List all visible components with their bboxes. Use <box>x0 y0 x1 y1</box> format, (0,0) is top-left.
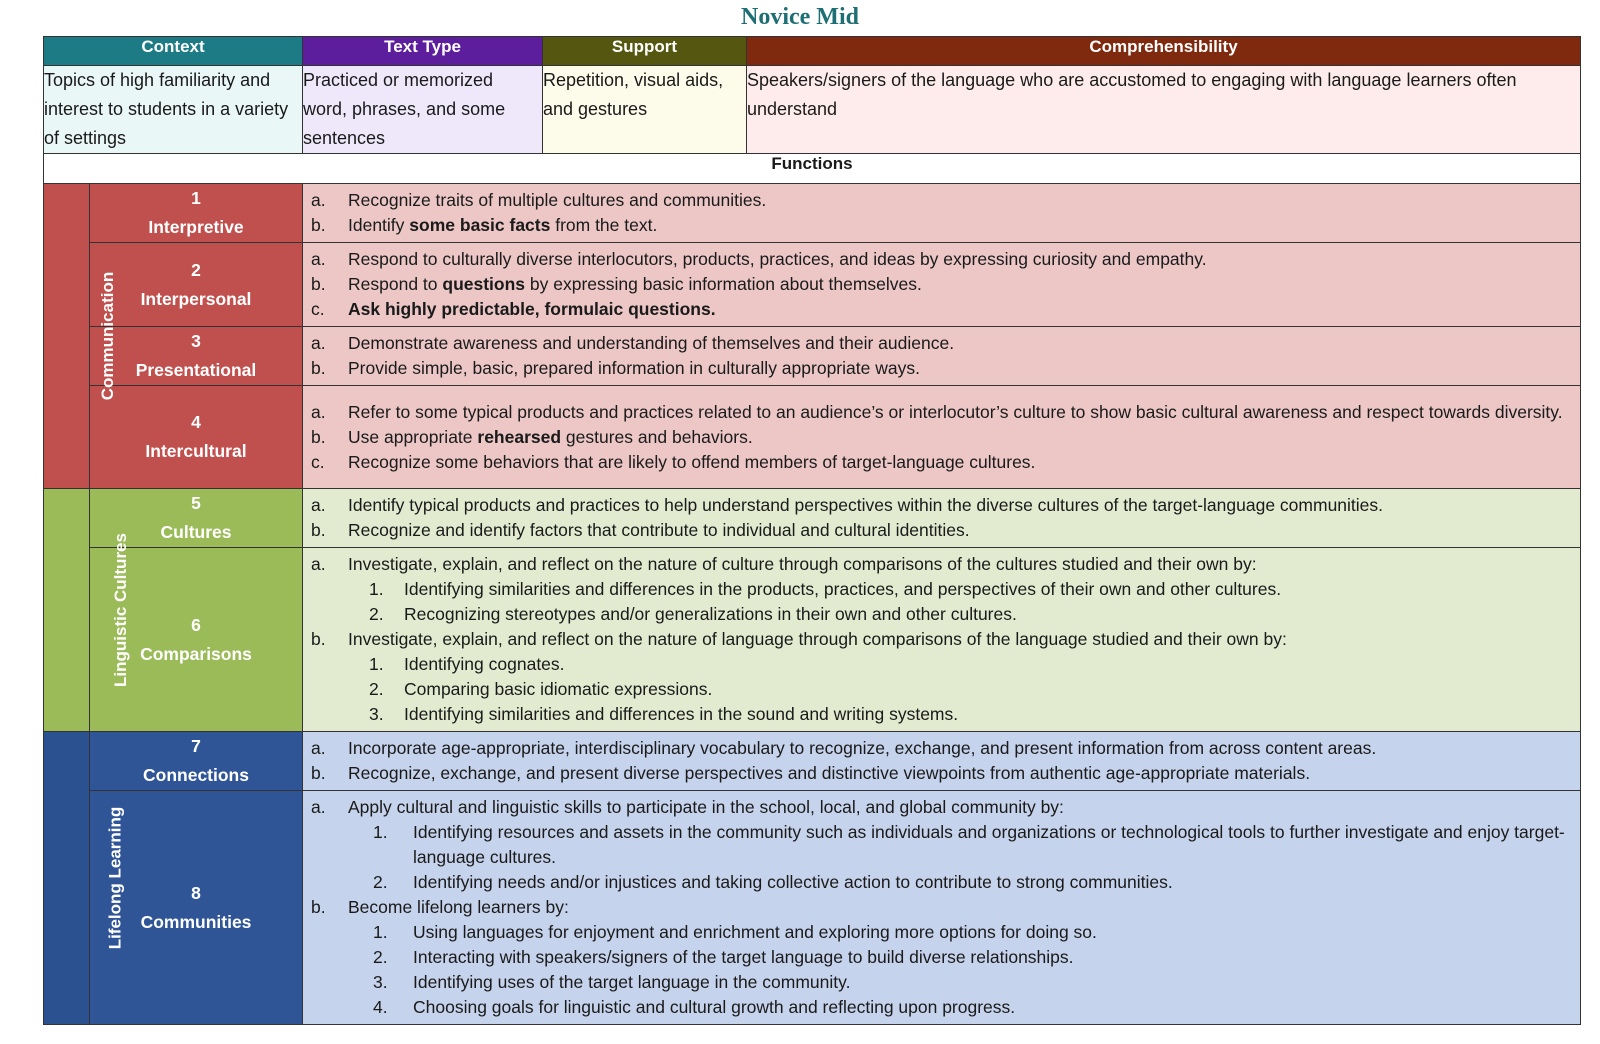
item-text: Using languages for enjoyment and enrichment and exploring more options for doing so. <box>413 922 1097 942</box>
item-marker: 1. <box>373 822 388 842</box>
item-text: Identifying cognates. <box>404 654 565 674</box>
mode-connections: 7 Connections <box>90 732 303 791</box>
mode-intercultural: 4 Intercultural <box>90 386 303 489</box>
item-marker: a. <box>311 333 326 353</box>
item-marker: 1. <box>369 654 384 674</box>
list-item <box>311 188 1572 213</box>
item-marker: a. <box>311 495 326 515</box>
mode-cultures: 5 Cultures <box>90 489 303 548</box>
functions-intercultural <box>303 386 1581 489</box>
item-text: Identifying needs and/or injustices and taking collective action to contribute to strong communities. <box>413 872 1173 892</box>
item-text: Identifying resources and assets in the community such as individuals and organizations or technological tools to further investigate and enjoy target-language cultures. <box>413 822 1565 867</box>
item-text: Investigate, explain, and reflect on the nature of language through comparisons of the language studied and their own by: <box>348 629 1287 649</box>
header-support: Support <box>543 37 747 66</box>
item-text: Identifying uses of the target language in the community. <box>413 972 851 992</box>
item-marker: a. <box>311 190 326 210</box>
list-item <box>311 577 1572 602</box>
mode-presentational: 3 Presentational <box>90 327 303 386</box>
support-cell: Repetition, visual aids, and gestures <box>543 66 747 154</box>
list-item <box>311 356 1572 381</box>
item-text: Recognize some behaviors that are likely to offend members of target-language cultures. <box>348 451 1036 472</box>
list-item <box>311 652 1572 677</box>
list-item <box>311 400 1572 425</box>
page-title: Novice Mid <box>741 4 859 30</box>
list-item <box>311 702 1572 727</box>
list-item <box>311 895 1572 920</box>
item-text: Demonstrate awareness and understanding of themselves and their audience. <box>348 333 955 353</box>
item-marker: b. <box>311 215 326 235</box>
item-text: Incorporate age-appropriate, interdisciplinary vocabulary to recognize, exchange, and present information from across content areas. <box>348 738 1377 758</box>
item-text: Ask highly predictable, formulaic questions. <box>348 299 716 319</box>
mode-row-interpretive <box>44 184 1581 243</box>
item-text: Recognize and identify factors that contribute to individual and cultural identities. <box>348 520 970 540</box>
item-marker: b. <box>311 274 326 294</box>
item-text: Respond to culturally diverse interlocutors, products, practices, and ideas by expressing curiosity and empathy. <box>348 249 1207 269</box>
item-marker: c. <box>311 299 325 319</box>
item-marker: b. <box>311 629 326 649</box>
item-text: Interacting with speakers/signers of the target language to build diverse relationships. <box>413 947 1074 967</box>
item-text: Recognize, exchange, and present diverse perspectives and distinctive viewpoints from authentic age-appropriate materials. <box>348 763 1311 783</box>
list-item <box>311 213 1572 238</box>
item-marker: 1. <box>373 922 388 942</box>
list-item <box>311 870 1572 895</box>
list-item <box>311 677 1572 702</box>
item-text: Use appropriate rehearsed gestures and behaviors. <box>348 426 753 447</box>
item-text: Identifying similarities and differences in the sound and writing systems. <box>404 704 959 724</box>
list-item <box>311 945 1572 970</box>
mode-interpretive: 1 Interpretive <box>90 184 303 243</box>
functions-interpersonal <box>303 243 1581 327</box>
functions-row <box>44 154 1581 184</box>
mode-row-interpersonal <box>44 243 1581 327</box>
item-text: Provide simple, basic, prepared information in culturally appropriate ways. <box>348 358 920 378</box>
item-text: Comparing basic idiomatic expressions. <box>404 679 713 699</box>
list-item <box>311 450 1572 475</box>
item-marker: 2. <box>373 947 388 967</box>
item-text: Refer to some typical products and practices related to an audience’s or interlocutor’s culture to show basic cultural awareness and respect towards diversity. <box>348 401 1563 422</box>
list-item <box>311 995 1572 1020</box>
text-type-cell: Practiced or memorized word, phrases, and some sentences <box>303 66 543 154</box>
item-marker: b. <box>311 520 326 540</box>
mode-row-cultures <box>44 489 1581 548</box>
list-item <box>311 552 1572 577</box>
header-text-type: Text Type <box>303 37 543 66</box>
group-lifelong-learning: Lifelong Learning <box>44 732 90 1025</box>
item-text: Identifying similarities and differences in the products, practices, and perspectives of their own and other cultures. <box>404 579 1282 599</box>
item-text: Become lifelong learners by: <box>348 897 569 917</box>
context-cell: Topics of high familiarity and interest to students in a variety of settings <box>44 66 303 154</box>
item-marker: 3. <box>369 704 384 724</box>
list-item <box>311 820 1572 870</box>
functions-interpretive <box>303 184 1581 243</box>
list-item <box>311 795 1572 820</box>
item-marker: b. <box>311 358 326 378</box>
item-marker: 1. <box>369 579 384 599</box>
item-text: Investigate, explain, and reflect on the nature of culture through comparisons of the cultures studied and their own by: <box>348 554 1257 574</box>
mode-interpersonal: 2 Interpersonal <box>90 243 303 327</box>
list-item <box>311 970 1572 995</box>
novice-mid-table <box>43 36 1581 1025</box>
item-text: Recognize traits of multiple cultures and communities. <box>348 190 767 210</box>
mode-row-presentational <box>44 327 1581 386</box>
item-marker: b. <box>311 763 326 783</box>
mode-row-intercultural <box>44 386 1581 489</box>
item-marker: c. <box>311 451 325 472</box>
list-item <box>311 247 1572 272</box>
list-item <box>311 736 1572 761</box>
item-marker: 2. <box>369 604 384 624</box>
item-text: Respond to questions by expressing basic information about themselves. <box>348 274 922 294</box>
list-item <box>311 627 1572 652</box>
header-context: Context <box>44 37 303 66</box>
item-marker: a. <box>311 401 326 422</box>
info-row <box>44 66 1581 154</box>
item-marker: a. <box>311 249 326 269</box>
list-item <box>311 920 1572 945</box>
item-text: Recognizing stereotypes and/or generalizations in their own and other cultures. <box>404 604 1017 624</box>
mode-row-communities <box>44 791 1581 1025</box>
list-item <box>311 331 1572 356</box>
functions-communities <box>303 791 1581 1025</box>
item-marker: 2. <box>373 872 388 892</box>
item-marker: b. <box>311 897 326 917</box>
item-marker: 4. <box>373 997 388 1017</box>
mode-comparisons: 6 Comparisons <box>90 548 303 732</box>
item-marker: a. <box>311 738 326 758</box>
item-marker: b. <box>311 426 326 447</box>
item-text: Identify some basic facts from the text. <box>348 215 658 235</box>
functions-cultures <box>303 489 1581 548</box>
mode-communities: 8 Communities <box>90 791 303 1025</box>
list-item <box>311 297 1572 322</box>
functions-label: Functions <box>44 154 1581 184</box>
list-item <box>311 518 1572 543</box>
group-linguistic-cultures: Linguistic Cultures <box>44 489 90 732</box>
item-marker: 3. <box>373 972 388 992</box>
list-item <box>311 761 1572 786</box>
group-communication: Communication <box>44 184 90 489</box>
header-comprehensibility: Comprehensibility <box>747 37 1581 66</box>
header-row <box>44 37 1581 66</box>
mode-row-connections <box>44 732 1581 791</box>
item-text: Identify typical products and practices to help understand perspectives within the diverse cultures of the target-language communities. <box>348 495 1384 515</box>
list-item <box>311 493 1572 518</box>
item-text: Apply cultural and linguistic skills to participate in the school, local, and global community by: <box>348 797 1064 817</box>
functions-comparisons <box>303 548 1581 732</box>
item-text: Choosing goals for linguistic and cultural growth and reflecting upon progress. <box>413 997 1016 1017</box>
item-marker: a. <box>311 797 326 817</box>
mode-row-comparisons <box>44 548 1581 732</box>
comprehensibility-cell: Speakers/signers of the language who are accustomed to engaging with language learners often understand <box>747 66 1581 154</box>
item-marker: 2. <box>369 679 384 699</box>
list-item <box>311 425 1572 450</box>
item-marker: a. <box>311 554 326 574</box>
functions-connections <box>303 732 1581 791</box>
functions-presentational <box>303 327 1581 386</box>
list-item <box>311 272 1572 297</box>
list-item <box>311 602 1572 627</box>
